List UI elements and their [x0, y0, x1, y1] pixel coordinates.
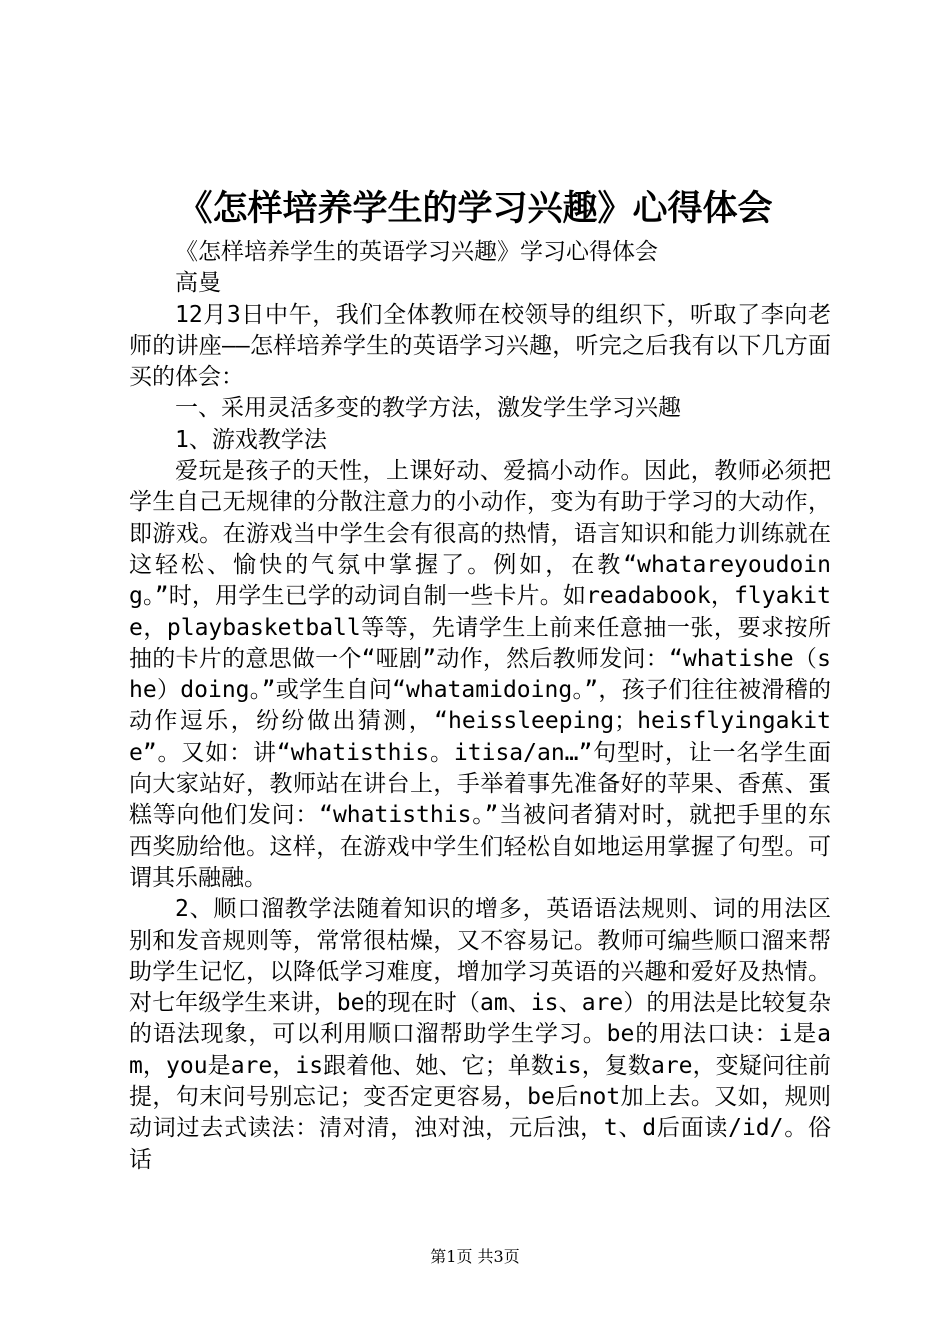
subtitle-paragraph: 《怎样培养学生的英语学习兴趣》学习心得体会 [175, 239, 658, 265]
document-title: 《怎样培养学生的学习兴趣》心得体会 [177, 188, 773, 229]
body-paragraph: 2、顺口溜教学法随着知识的增多，英语语法规则、词的用法区别和发音规则等，常常很枯燥，又不容易记。教师可编些顺口溜来帮助学生记忆，以降低学习难度，增加学习英语的兴趣和爱好及热情。对七年级学生来讲，be的现在时（am、is、are）的用法是比较复杂的语法现象，可以利用顺口溜帮助学生学习。be的用法口诀：i是am，you是are，is跟着他、她、它；单数is，复数are，变疑问往前提，句末问号别忘记；变否定更容易，be后not加上去。又如，规则动词过去式读法：清对清，浊对浊，元后浊，t、d后面读/id/。俗话 [129, 896, 831, 1173]
document-body [129, 237, 831, 1176]
page-footer: 第1页 共3页 [430, 1247, 520, 1266]
author-paragraph: 高曼 [175, 270, 221, 297]
subsection-heading: 1、游戏教学法 [175, 426, 327, 453]
section-heading: 一、采用灵活多变的教学方法，激发学生学习兴趣 [175, 395, 681, 422]
body-paragraph: 爱玩是孩子的天性，上课好动、爱搞小动作。因此，教师必须把学生自己无规律的分散注意力的小动作，变为有助于学习的大动作，即游戏。在游戏当中学生会有很高的热情，语言知识和能力训练就在这轻松、愉快的气氛中掌握了。例如，在教“whatareyoudoing。”时，用学生已学的动词自制一些卡片。如readabook，flyakite，playbasketball等等，先请学生上前来任意抽一张，要求按所抽的卡片的意思做一个“哑剧”动作，然后教师发问：“whatishe（she）doing。”或学生自问“whatamidoing。”，孩子们往往被滑稽的动作逗乐，纷纷做出猜测，“heissleeping；heisflyingakite”。又如：讲“whatisthis。itisa/an…”句型时，让一名学生面向大家站好，教师站在讲台上，手举着事先准备好的苹果、香蕉、蛋糕等向他们发问：“whatisthis。”当被问者猜对时，就把手里的东西奖励给他。这样，在游戏中学生们轻松自如地运用掌握了句型。可谓其乐融融。 [129, 458, 831, 891]
intro-paragraph: 12月3日中午，我们全体教师在校领导的组织下，听取了李向老师的讲座——怎样培养学生的英语学习兴趣，听完之后我有以下几方面买的体会： [129, 301, 831, 391]
